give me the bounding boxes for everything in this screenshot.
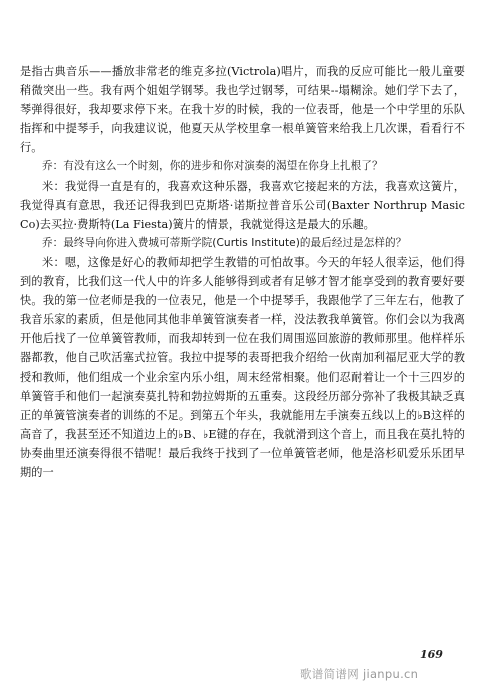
interviewee-answer-2: 米：嗯，这像是好心的教师却把学生教错的可怕故事。今天的年轻人很幸运，他们得到的教育，比我们这一代人中的许多人能够得到或者有足够才智才能享受到的教育要好要快。我的第一位老师是我的一位表兄，他是一个中提琴手，我跟他学了三年左右，他教了我音乐家的素质，但是他同其他非单簧管演奏者一样，没法教我单簧管。你们会以为我离开他后找了一位单簧管教师，而我却转到一位在我们周围巡回旅游的教师那里。他样样乐器都教，他自己吹活塞式拉管。我拉中提琴的表哥把我介绍给一伙南加利福尼亚大学的教授和教师，他们组成一个业余室内乐小组，周末经常相聚。他们忍耐着让一个十三四岁的单簧管手和他们一起演奏莫扎特和勃拉姆斯的五重奏。这段经历部分弥补了我极其缺乏真正的单簧管演奏者的训练的不足。到第五个年头，我就能用左手演奏五线以上的♭B这样的高音了，我甚至还不知道边上的♭B、♭E键的存在，我就滑到这个音上，而且我在莫扎特的协奏曲里还演奏得很不错呢！最后我终于找到了一位单簧管老师，他是洛杉矶爱乐乐团早期的一 <box>20 255 465 479</box>
interviewer-question-1: 乔：有没有这么一个时刻，你的进步和你对演奏的渴望在你身上扎根了？ <box>42 160 383 173</box>
site-watermark: 歌谱简谱网 jianpu.cn <box>300 667 419 681</box>
paragraph-continued: 是指古典音乐——播放非常老的维克多拉(Victrola)唱片，而我的反应可能比一般儿童要稍微突出一些。我有两个姐姐学钢琴。我也学过钢琴，可结果--塌糊涂。她们学下去了，琴弹得很好，我却要求停下来。在我十岁的时候，我的一位表哥，他是一个中学里的乐队指挥和中提琴手，向我建议说，他夏天从学校里拿一根单簧管来给我上几次课，看看行不行。 <box>20 65 465 155</box>
interviewee-answer-1: 米：我觉得一直是有的，我喜欢这种乐器，我喜欢它接起来的方法，我喜欢这簧片，我觉得真有意思，我还记得我到巴克斯塔·诺斯拉普音乐公司(Baxter Northrup Masic Co)去买拉·费斯特(La Fiesta)簧片的情景，我就觉得这是最大的乐趣。 <box>20 179 465 231</box>
page-number: 169 <box>420 648 443 661</box>
document-page <box>20 62 465 482</box>
interviewer-question-2: 乔：最终导向你进入费城可蒂斯学院(Curtis Institute)的最后经过是怎样的？ <box>42 236 407 249</box>
